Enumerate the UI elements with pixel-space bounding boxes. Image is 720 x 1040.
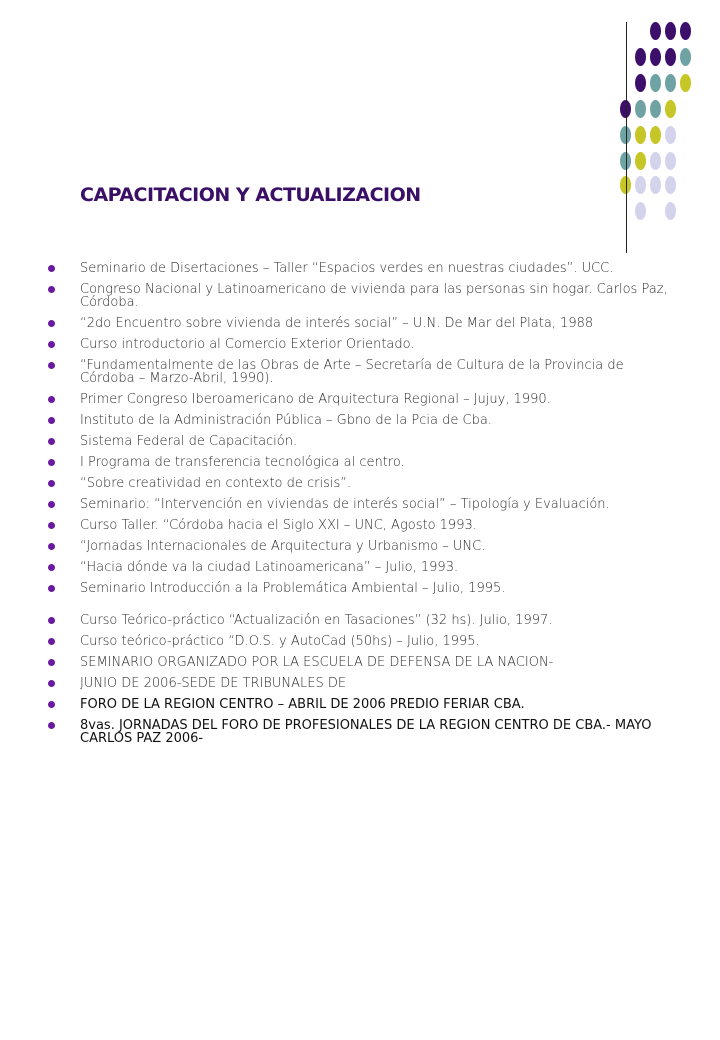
list-item [48,656,668,669]
purple-dot-icon [680,22,691,40]
olive-dot-icon [665,100,676,118]
list-item-text: “Sobre creatividad en contexto de crisis”. [80,476,352,491]
list-item [48,498,668,511]
list-item-text: Seminario Introducción a la Problemática Ambiental – Julio, 1995. [80,581,506,596]
bullet-icon [48,341,55,348]
olive-dot-icon [650,126,661,144]
list-item [48,317,668,330]
bullet-icon [48,438,55,445]
purple-dot-icon [650,48,661,66]
list-item-text: Primer Congreso Iberoamericano de Arquitectura Regional – Jujuy, 1990. [80,392,551,407]
bullet-icon [48,320,55,327]
list-item-text: I Programa de transferencia tecnológica al centro. [80,455,405,470]
list-item [48,456,668,469]
lavender-dot-icon [635,176,646,194]
teal-dot-icon [680,48,691,66]
lavender-dot-icon [635,202,646,220]
list-item [48,635,668,648]
page-title: CAPACITACION Y ACTUALIZACION [80,184,421,206]
olive-dot-icon [635,152,646,170]
lavender-dot-icon [665,126,676,144]
bullet-icon [48,722,55,729]
list-item [48,283,668,309]
list-item-text: “Jornadas Internacionales de Arquitectura y Urbanismo – UNC. [80,539,486,554]
bullet-icon [48,680,55,687]
bullet-icon [48,585,55,592]
vertical-divider-line [626,22,627,253]
bullet-icon [48,638,55,645]
bullet-icon [48,564,55,571]
list-item [48,359,668,385]
teal-dot-icon [635,100,646,118]
list-item [48,477,668,490]
list-item-text: “Hacia dónde va la ciudad Latinoamericana” – Julio, 1993. [80,560,459,575]
list-item [48,677,668,690]
bullet-icon [48,396,55,403]
list-item-text: Congreso Nacional y Latinoamericano de vivienda para las personas sin hogar. Carlos Paz, Córdoba. [80,282,668,310]
list-item-text: Seminario: “Intervención en viviendas de interés social” – Tipología y Evaluación. [80,497,610,512]
bullet-icon [48,362,55,369]
list-item [48,338,668,351]
list-item-text: JUNIO DE 2006-SEDE DE TRIBUNALES DE [80,676,347,691]
lavender-dot-icon [650,176,661,194]
bullet-icon [48,286,55,293]
list-item-text: Curso Taller. “Córdoba hacia el Siglo XXI – UNC, Agosto 1993. [80,518,477,533]
olive-dot-icon [680,74,691,92]
list-item-text: Curso teórico-práctico “D.O.S. y AutoCad (50hs) – Julio, 1995. [80,634,480,649]
purple-dot-icon [635,48,646,66]
list-item-text: Instituto de la Administración Pública – Gbno de la Pcia de Cba. [80,413,492,428]
list-item-text: SEMINARIO ORGANIZADO POR LA ESCUELA DE DEFENSA DE LA NACION- [80,655,554,670]
bullet-icon [48,543,55,550]
bullet-icon [48,265,55,272]
list-item-text: “Fundamentalmente de las Obras de Arte – Secretaría de Cultura de la Provincia de Córdoba – Marzo-Abril, 1990). [80,358,624,386]
olive-dot-icon [635,126,646,144]
list-item [48,698,668,711]
list-item-text: 8vas. JORNADAS DEL FORO DE PROFESIONALES DE LA REGION CENTRO DE CBA.- MAYO CARLOS PAZ 2006- [80,718,652,746]
list-item [48,540,668,553]
bullet-icon [48,522,55,529]
list-item [48,393,668,406]
lavender-dot-icon [665,176,676,194]
training-list [48,262,668,745]
list-item [48,561,668,574]
list-item-text: “2do Encuentro sobre vivienda de interés social” – U.N. De Mar del Plata, 1988 [80,316,594,331]
list-item [48,614,668,627]
bullet-icon [48,459,55,466]
purple-dot-icon [635,74,646,92]
list-item [48,719,668,745]
bullet-icon [48,659,55,666]
list-item-text: Curso introductorio al Comercio Exterior Orientado. [80,337,415,352]
list-item-text: Sistema Federal de Capacitación. [80,434,298,449]
lavender-dot-icon [650,152,661,170]
purple-dot-icon [650,22,661,40]
lavender-dot-icon [665,202,676,220]
list-item-text: Seminario de Disertaciones – Taller “Espacios verdes en nuestras ciudades”. UCC. [80,261,614,276]
lavender-dot-icon [665,152,676,170]
list-item [48,582,668,595]
teal-dot-icon [650,74,661,92]
bullet-icon [48,701,55,708]
bullet-icon [48,417,55,424]
list-item-text: FORO DE LA REGION CENTRO – ABRIL DE 2006 PREDIO FERIAR CBA. [80,697,525,712]
purple-dot-icon [665,48,676,66]
teal-dot-icon [650,100,661,118]
bullet-icon [48,501,55,508]
list-item [48,262,668,275]
bullet-icon [48,617,55,624]
purple-dot-icon [665,22,676,40]
teal-dot-icon [665,74,676,92]
list-item-text: Curso Teórico-práctico “Actualización en Tasaciones” (32 hs). Julio, 1997. [80,613,553,628]
list-item [48,435,668,448]
bullet-icon [48,480,55,487]
list-item [48,519,668,532]
list-item [48,414,668,427]
